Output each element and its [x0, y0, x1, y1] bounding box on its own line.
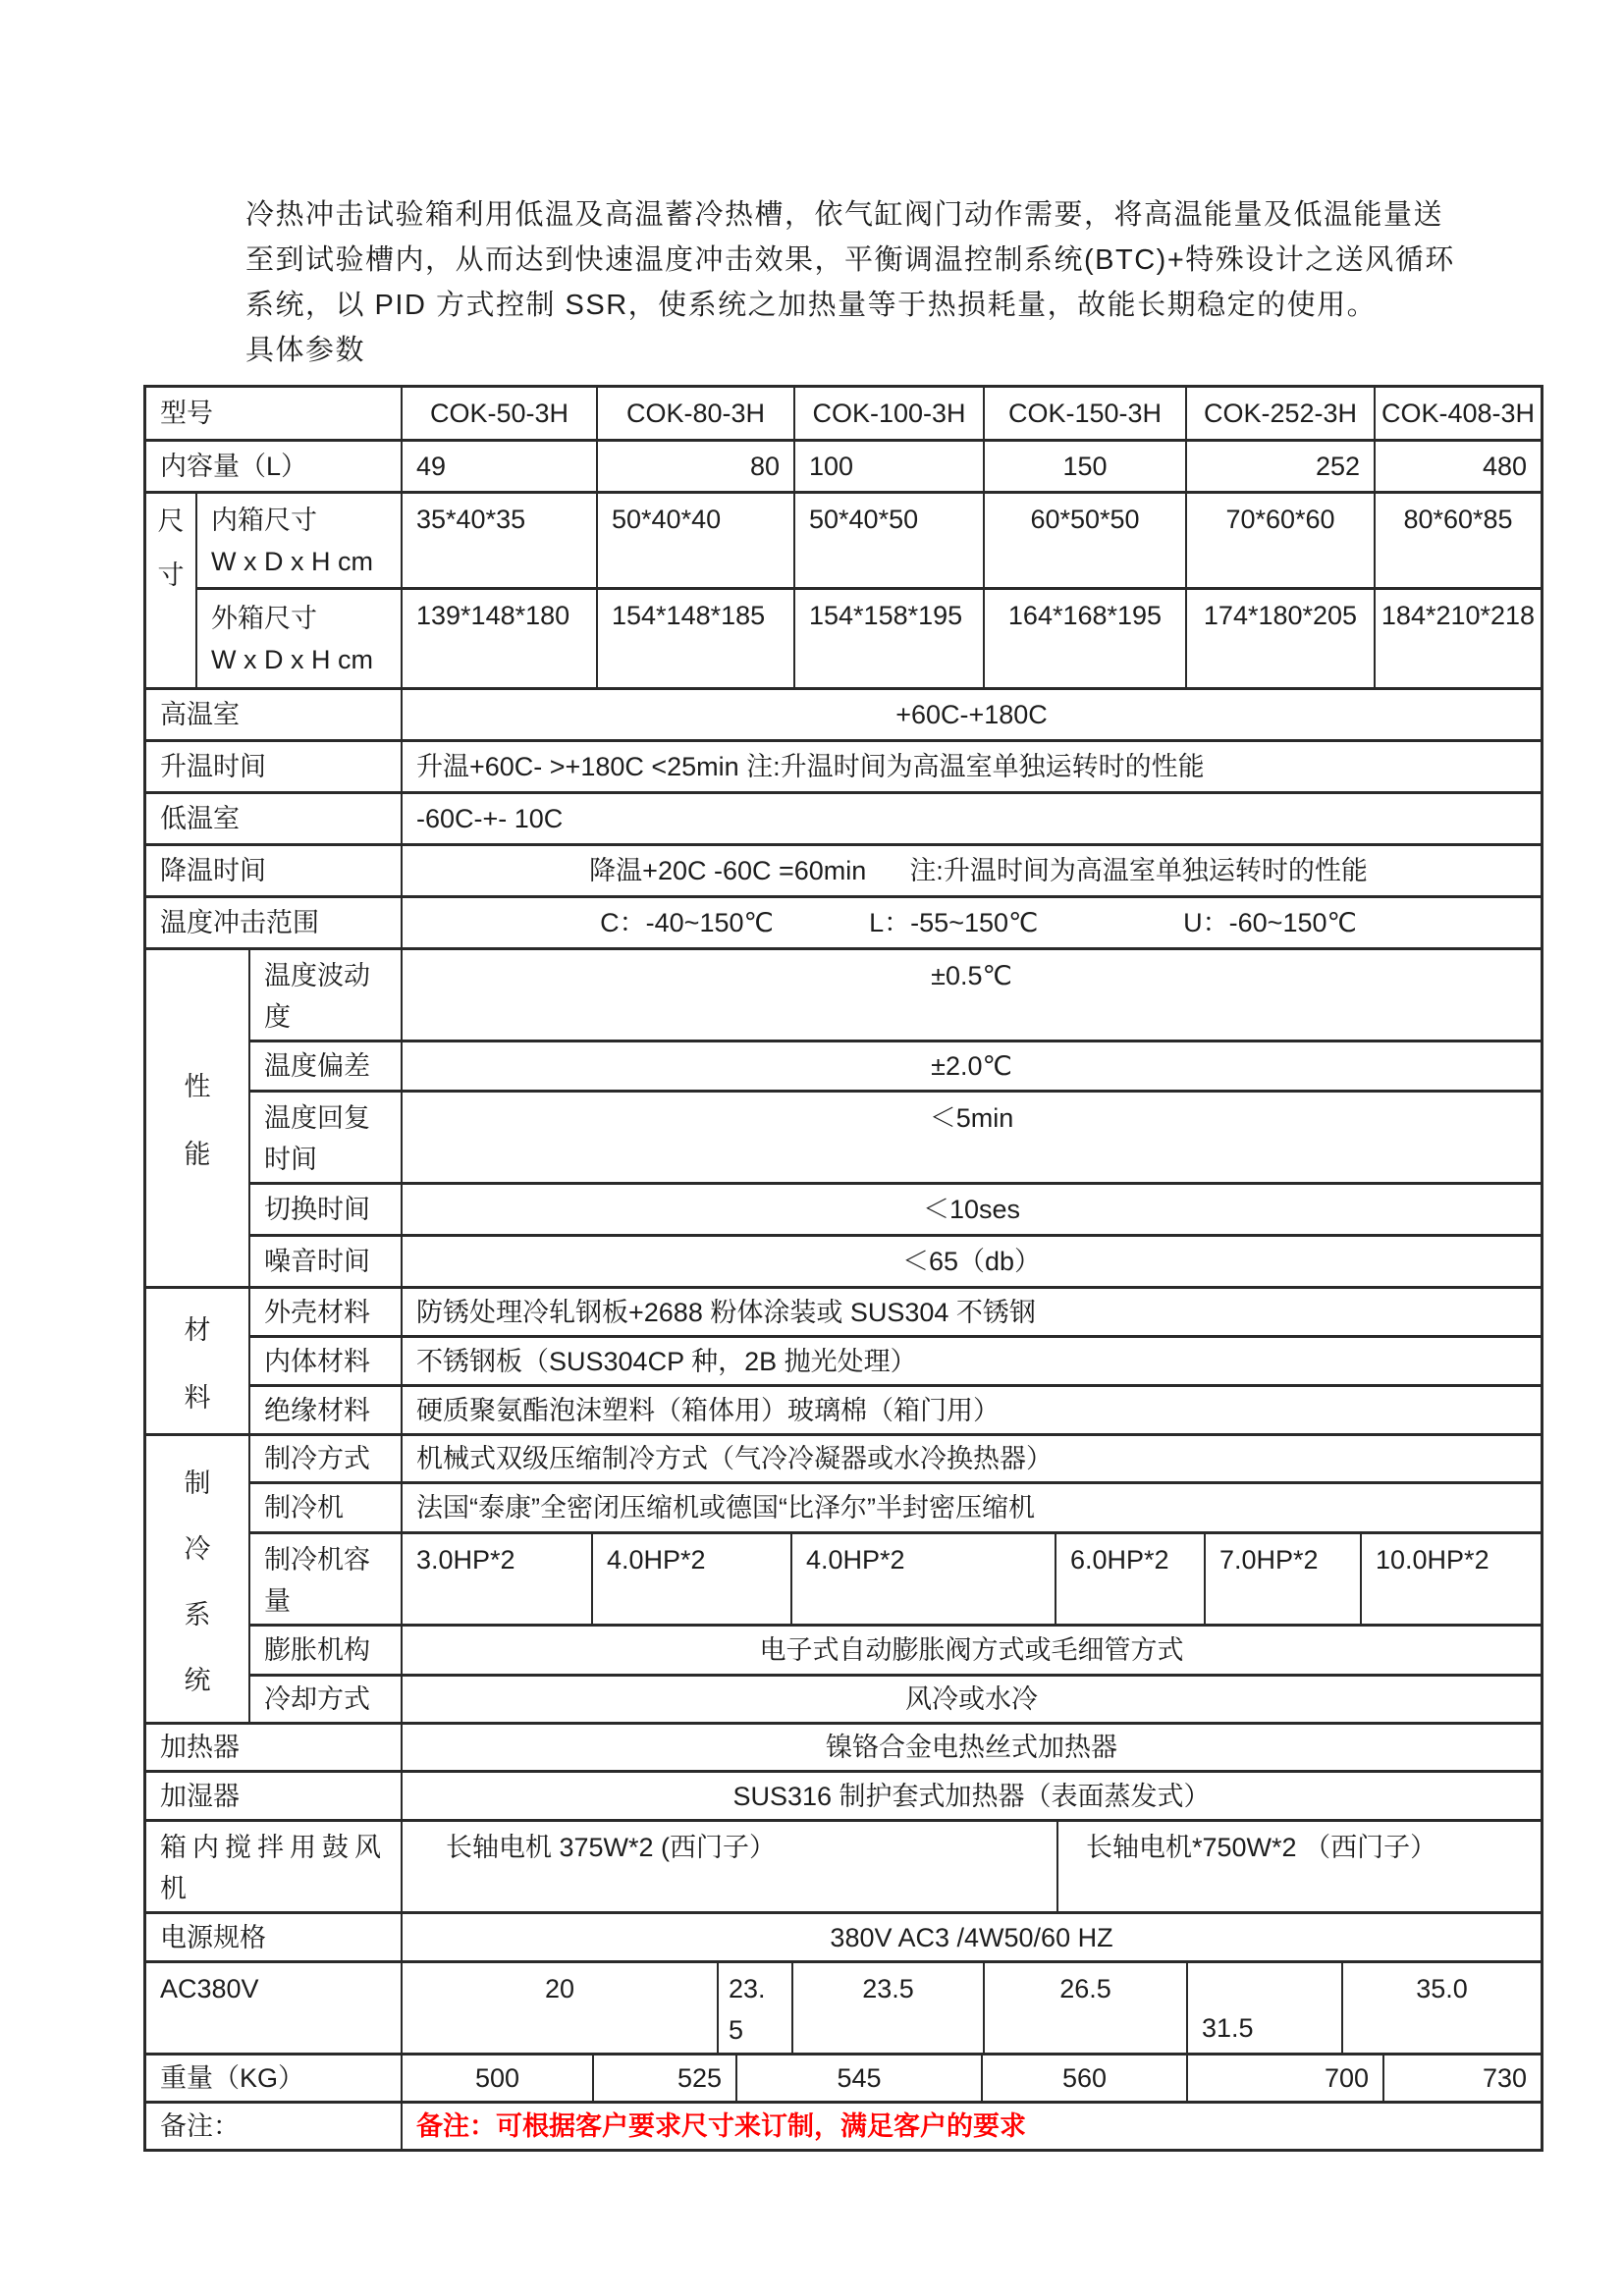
row-label: [146, 1822, 403, 1911]
row-label: 绝缘材料: [250, 1387, 403, 1433]
row-label: 电源规格: [146, 1914, 403, 1960]
row-label: 加热器: [146, 1725, 403, 1770]
row-label: 外壳材料: [250, 1289, 403, 1335]
value-cell: 镍铬合金电热丝式加热器: [826, 1733, 1117, 1762]
row-label: 重量（KG）: [146, 2056, 403, 2101]
row-label: 膨胀机构: [250, 1627, 403, 1674]
value-cell: 100: [795, 442, 985, 491]
value-cell: 长轴电机*750W*2 （西门子）: [1086, 1833, 1437, 1862]
row-label: [250, 950, 403, 1040]
table-row-humidifier: [146, 1773, 1541, 1822]
value-cell: 20: [403, 1963, 719, 2053]
value-line: 5: [729, 2015, 744, 2045]
row-label-line: 制冷机容: [264, 1545, 370, 1575]
spec-table: [143, 385, 1543, 2152]
row-label: 内体材料: [250, 1338, 403, 1384]
shock-range-c: C：-40~150℃: [600, 908, 774, 937]
table-row-temp-recovery: [250, 1093, 1541, 1185]
value-cell: 4.0HP*2: [792, 1534, 1056, 1624]
value-cell: 机械式双级压缩制冷方式（气冷冷凝器或水冷换热器）: [416, 1444, 1053, 1473]
value-cell: +60C-+180C: [895, 700, 1048, 729]
size-group: [146, 494, 1541, 690]
row-label: 内容量（L）: [146, 442, 403, 491]
row-label: 降温时间: [146, 846, 403, 895]
row-label: [197, 590, 403, 687]
value-cell: 升温+60C- >+180C <25min 注:升温时间为高温室单独运转时的性能: [416, 752, 1205, 781]
value-cell: 31.5: [1188, 1963, 1343, 2053]
value-cell: 电子式自动膨胀阀方式或毛细管方式: [759, 1635, 1184, 1665]
table-row-note: [146, 2104, 1541, 2149]
refrigeration-group-char: 制: [184, 1468, 211, 1498]
table-row-power: [146, 1914, 1541, 1963]
row-label-line: W x D x H cm: [211, 546, 373, 576]
table-row-temp-fluctuation: [250, 950, 1541, 1042]
table-row-inner-material: [250, 1338, 1541, 1387]
table-row-capacity: [146, 442, 1541, 494]
performance-group-char: 能: [184, 1140, 211, 1169]
value-cell: 23.5: [793, 1963, 985, 2053]
value-cell: 80: [598, 442, 795, 491]
table-row-weight: [146, 2056, 1541, 2104]
value-cell: 4.0HP*2: [593, 1534, 792, 1624]
model-cell: COK-100-3H: [795, 388, 985, 439]
value-cell: [403, 898, 1541, 947]
materials-group-label: [146, 1289, 250, 1433]
value-cell: 不锈钢板（SUS304CP 种，2B 抛光处理）: [416, 1346, 917, 1376]
value-cell: 硬质聚氨酯泡沫塑料（箱体用）玻璃棉（箱门用）: [416, 1395, 1000, 1425]
materials-group-char: 材: [184, 1314, 211, 1345]
row-label: 备注：: [146, 2104, 403, 2149]
model-cell: COK-150-3H: [985, 388, 1187, 439]
row-label: 温度冲击范围: [146, 898, 403, 947]
table-row-compressor: [250, 1484, 1541, 1534]
row-label: 冷却方式: [250, 1677, 403, 1722]
table-row-outer-size: [197, 590, 1541, 687]
value-cell: -60C-+- 10C: [416, 804, 564, 833]
intro-line: 至到试验槽内，从而达到快速温度冲击效果，平衡调温控制系统(BTC)+特殊设计之送风循环: [245, 244, 1455, 276]
row-label: 温度偏差: [250, 1042, 403, 1090]
table-row-compressor-capacity: [250, 1534, 1541, 1627]
refrigeration-group-char: 统: [184, 1665, 211, 1695]
intro-subtitle: 具体参数: [245, 335, 366, 366]
value-cell: 防锈处理冷轧钢板+2688 粉体涂装或 SUS304 不锈钢: [416, 1297, 1036, 1327]
row-label: 制冷机: [250, 1484, 403, 1531]
intro-line: 冷热冲击试验箱利用低温及高温蓄冷热槽，依气缸阀门动作需要，将高温能量及低温能量送: [245, 199, 1444, 231]
value-cell: 380V AC3 /4W50/60 HZ: [830, 1922, 1113, 1952]
row-label-line: 量: [264, 1586, 291, 1616]
value-cell: 700: [1188, 2056, 1384, 2101]
table-row-temp-deviation: [250, 1042, 1541, 1093]
value-cell: ＜5min: [929, 1103, 1014, 1133]
materials-group: [146, 1289, 1541, 1436]
size-group-char: 尺: [157, 507, 185, 536]
table-row-inner-size: [197, 494, 1541, 590]
value-cell: 法国“泰康”全密闭压缩机或德国“比泽尔”半封密压缩机: [416, 1493, 1035, 1522]
shock-range-l: L：-55~150℃: [869, 908, 1039, 937]
row-label: 型号: [146, 388, 403, 439]
value-cell: 70*60*60: [1187, 494, 1376, 587]
value-cell: 35.0: [1416, 1974, 1468, 2003]
value-cell: 50*40*40: [598, 494, 795, 587]
value-cell: 10.0HP*2: [1376, 1545, 1489, 1575]
row-label-line: 温度回复: [264, 1103, 370, 1133]
value-cell: ＜65（db）: [901, 1247, 1042, 1276]
value-cell: 500: [403, 2056, 594, 2101]
row-label: [250, 1534, 403, 1624]
row-label: 切换时间: [250, 1185, 403, 1234]
table-row-switch-time: [250, 1185, 1541, 1237]
value-cell: 174*180*205: [1187, 590, 1376, 687]
table-row-noise: [250, 1237, 1541, 1286]
value-cell: 6.0HP*2: [1056, 1534, 1206, 1624]
value-cell: 3.0HP*2: [403, 1534, 593, 1624]
table-row-cooling-method: [250, 1436, 1541, 1484]
value-cell: 80*60*85: [1403, 505, 1513, 534]
row-label: 高温室: [146, 690, 403, 739]
row-label: [197, 494, 403, 587]
row-label-line: W x D x H cm: [211, 644, 373, 674]
table-row-shell-material: [250, 1289, 1541, 1338]
intro-line: 系统，以 PID 方式控制 SSR，使系统之加热量等于热损耗量，故能长期稳定的使用。: [245, 290, 1378, 321]
performance-group-label: [146, 950, 250, 1286]
table-row-insulation-material: [250, 1387, 1541, 1433]
value-cell: 26.5: [985, 1963, 1188, 2053]
table-row-cool-time: [146, 846, 1541, 898]
row-label: AC380V: [146, 1963, 403, 2053]
table-row-high-room: [146, 690, 1541, 742]
materials-group-char: 料: [184, 1382, 211, 1413]
value-cell: 150: [985, 442, 1187, 491]
table-row-heater: [146, 1725, 1541, 1773]
table-row-model: [146, 388, 1541, 442]
model-cell: COK-252-3H: [1187, 388, 1376, 439]
row-label-line: 时间: [264, 1145, 317, 1174]
value-cell: 730: [1482, 2063, 1527, 2093]
refrigeration-group-char: 系: [184, 1599, 211, 1629]
row-label: [250, 1093, 403, 1182]
model-cell: COK-408-3H: [1380, 399, 1536, 428]
performance-group-char: 性: [184, 1072, 211, 1101]
value-cell: 49: [403, 442, 598, 491]
value-cell: 长轴电机 375W*2 (西门子）: [403, 1822, 1058, 1911]
shock-range-u: U：-60~150℃: [1183, 908, 1357, 937]
value-cell: 35*40*35: [403, 494, 598, 587]
row-label-line: 外箱尺寸: [211, 603, 317, 633]
row-label: 噪音时间: [250, 1237, 403, 1286]
table-row-expansion: [250, 1627, 1541, 1677]
table-row-blower: [146, 1822, 1541, 1914]
intro-paragraph: [245, 192, 1502, 373]
value-cell: ±0.5℃: [931, 961, 1012, 990]
row-label: 加湿器: [146, 1773, 403, 1819]
value-cell: 154*158*195: [795, 590, 985, 687]
value-cell: 50*40*50: [795, 494, 985, 587]
value-cell: 252: [1187, 442, 1376, 491]
value-cell: 7.0HP*2: [1206, 1534, 1362, 1624]
size-group-label: [146, 494, 197, 687]
value-cell: 560: [983, 2056, 1188, 2101]
value-cell: 139*148*180: [403, 590, 598, 687]
performance-group: [146, 950, 1541, 1289]
value-cell: 164*168*195: [985, 590, 1187, 687]
cool-time-value: 降温+20C -60C =60min: [589, 856, 867, 885]
refrigeration-group-char: 冷: [184, 1533, 211, 1564]
value-cell: 480: [1482, 452, 1527, 481]
value-cell: 风冷或水冷: [905, 1684, 1038, 1714]
table-row-condenser-cooling: [250, 1677, 1541, 1722]
size-group-char: 寸: [157, 561, 185, 590]
refrigeration-group-label: [146, 1436, 250, 1722]
value-cell: 545: [737, 2056, 983, 2101]
note-value: 备注：可根据客户要求尺寸来订制，满足客户的要求: [416, 2111, 1026, 2141]
row-label-line: 箱内搅拌用鼓风: [160, 1833, 387, 1862]
value-cell: ±2.0℃: [931, 1051, 1012, 1081]
row-label: 制冷方式: [250, 1436, 403, 1481]
row-label-line: 内箱尺寸: [211, 505, 317, 535]
value-cell: 60*50*50: [985, 494, 1187, 587]
value-line: 23.: [729, 1974, 766, 2003]
table-row-ac380v: [146, 1963, 1541, 2056]
value-cell: [403, 846, 1541, 895]
refrigeration-group: [146, 1436, 1541, 1725]
cool-time-note: 注:升温时间为高温室单独运转时的性能: [909, 856, 1368, 885]
value-cell: 184*210*218: [1380, 601, 1536, 630]
value-cell: ＜10ses: [922, 1195, 1021, 1224]
value-cell: 154*148*185: [598, 590, 795, 687]
row-label: 升温时间: [146, 742, 403, 791]
row-label-line: 温度波动: [264, 961, 370, 990]
value-cell: [719, 1963, 793, 2053]
table-row-heat-time: [146, 742, 1541, 794]
model-cell: COK-80-3H: [598, 388, 795, 439]
row-label: 低温室: [146, 794, 403, 843]
value-cell: 525: [594, 2056, 737, 2101]
row-label-line: 机: [160, 1874, 187, 1903]
table-row-shock-range: [146, 898, 1541, 950]
table-row-low-room: [146, 794, 1541, 846]
row-label-line: 度: [264, 1002, 291, 1032]
value-cell: SUS316 制护套式加热器（表面蒸发式）: [732, 1781, 1211, 1811]
model-cell: COK-50-3H: [403, 388, 598, 439]
